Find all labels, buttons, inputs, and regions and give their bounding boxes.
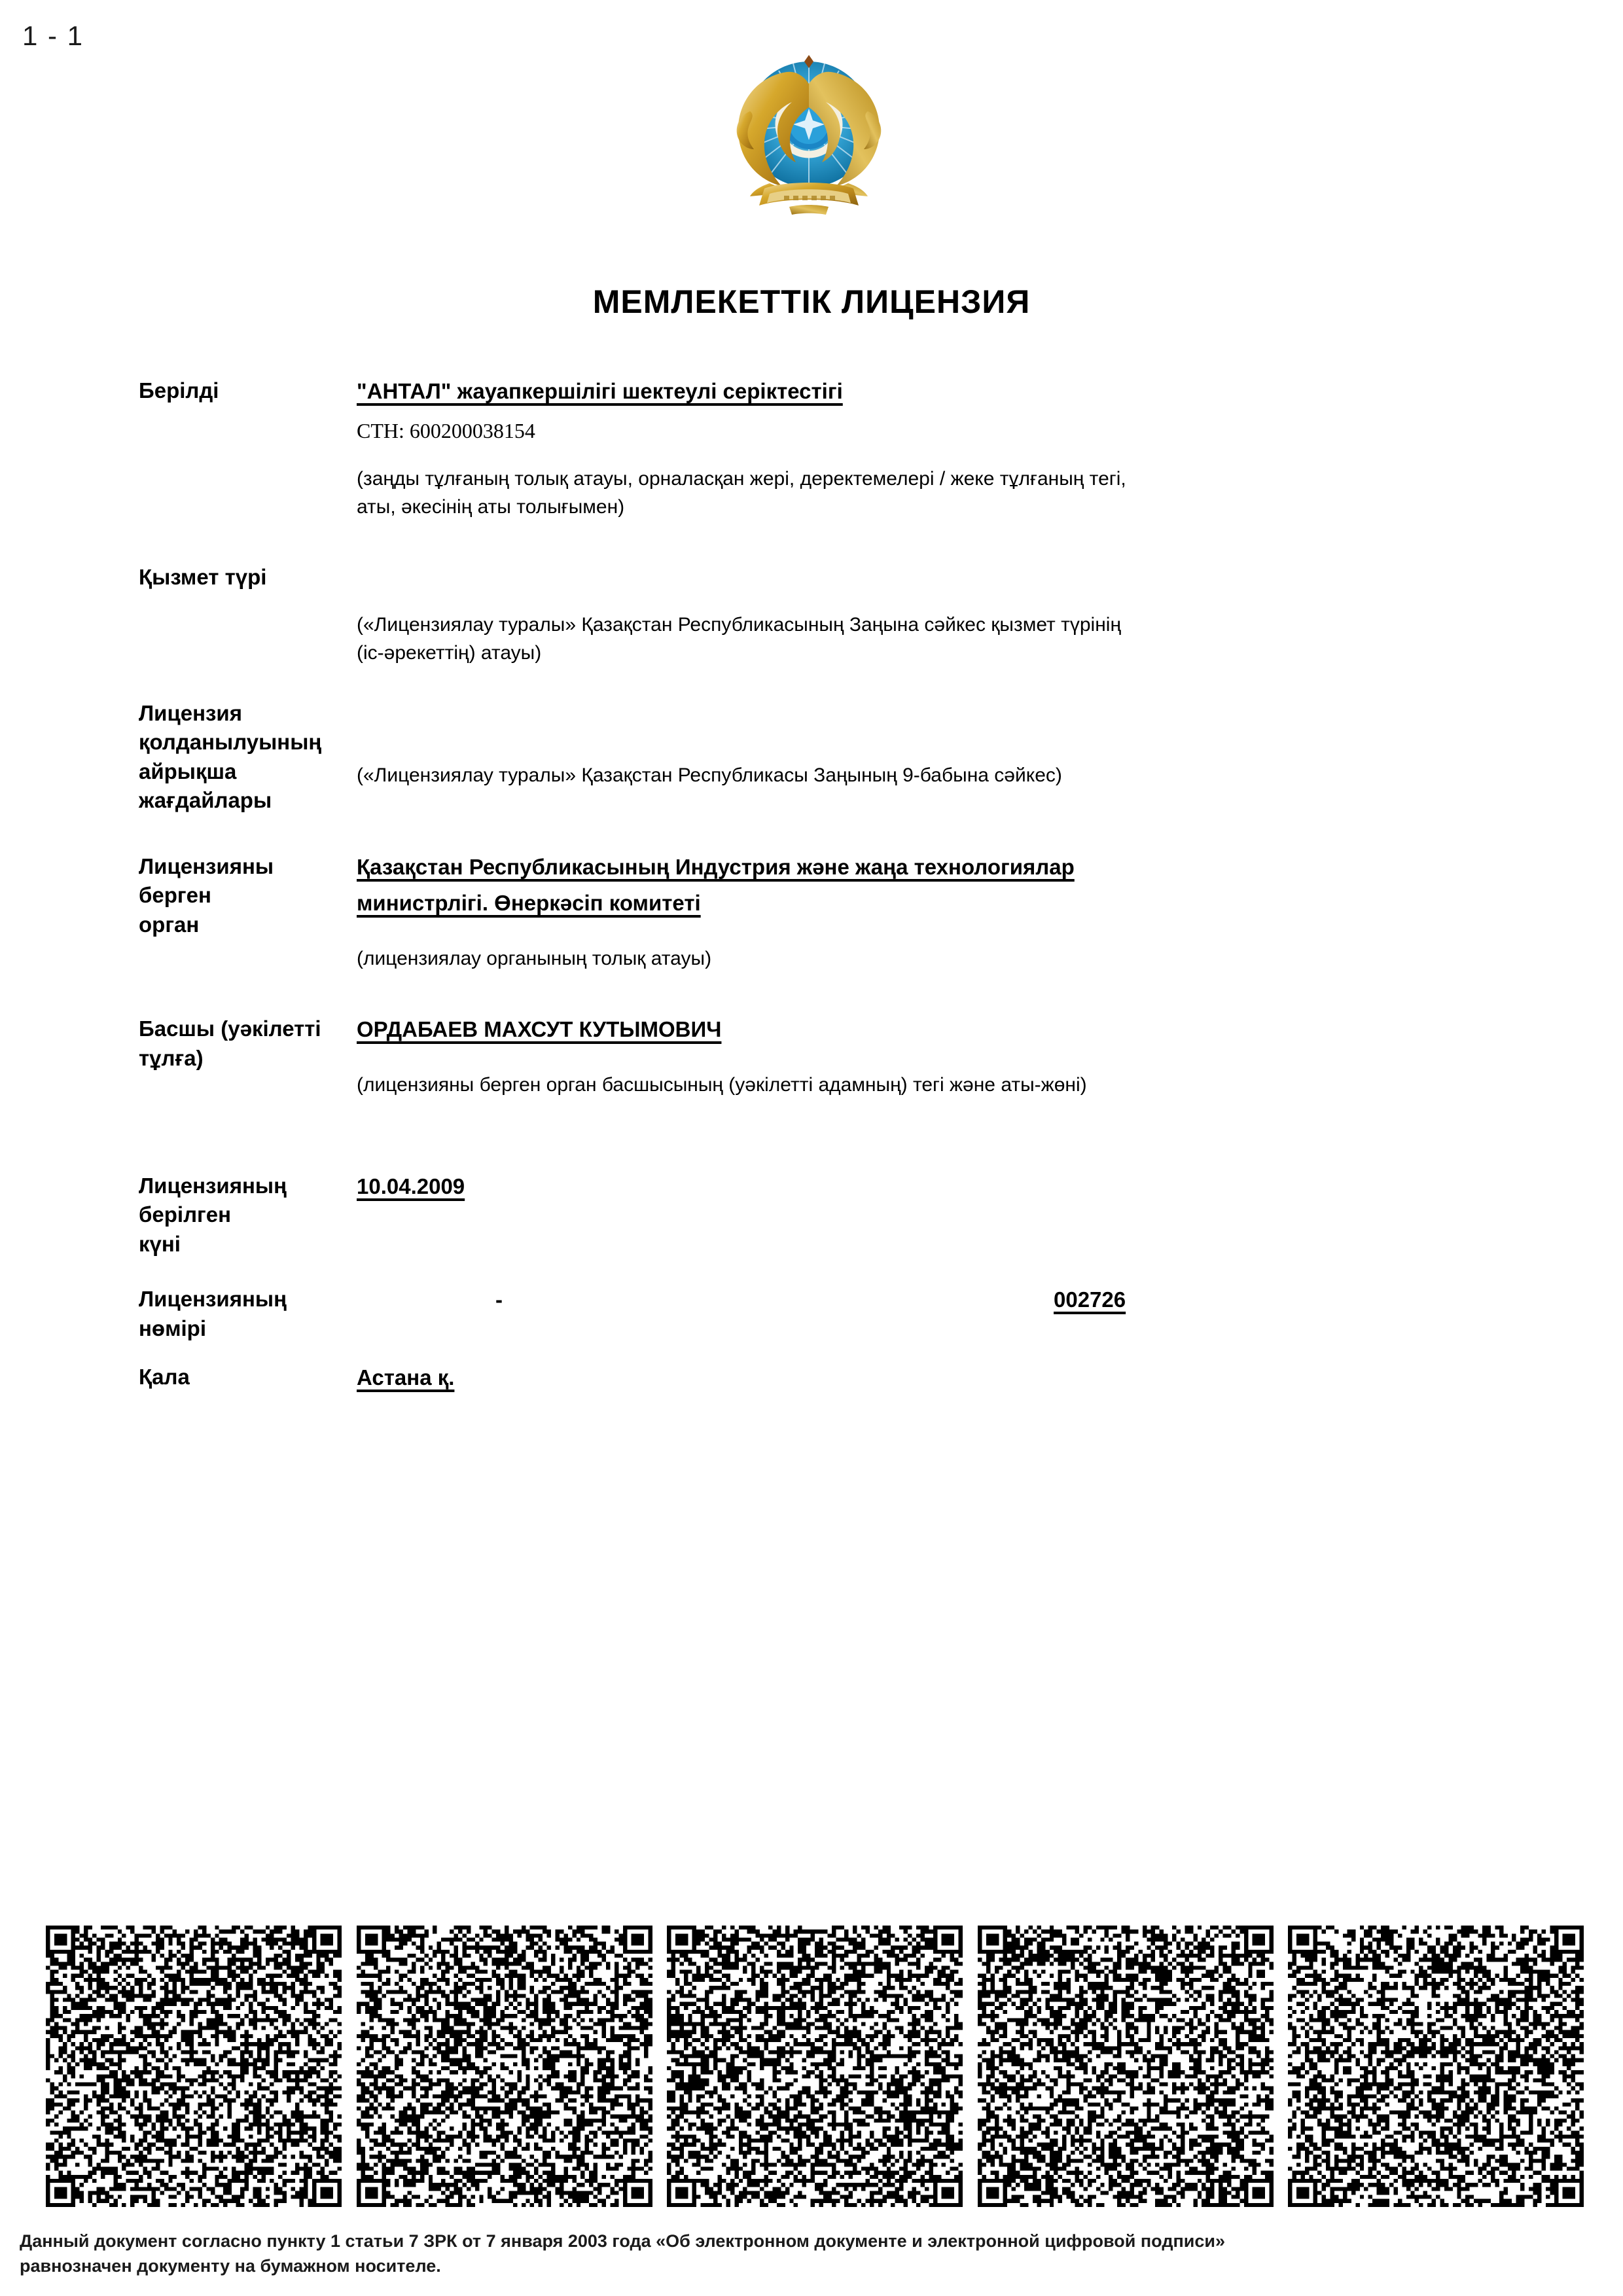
field-city-value: Астана қ. xyxy=(357,1365,455,1390)
page-index: 1 - 1 xyxy=(22,20,84,51)
field-issue-date-value-block xyxy=(357,1172,1623,1202)
field-issue-date-value: 10.04.2009 xyxy=(357,1174,465,1198)
field-issuing-authority-label-line1: Лицензияны берген xyxy=(139,853,274,908)
field-special-conditions-label-line2: қолданылуының xyxy=(139,730,322,755)
license-fields xyxy=(0,376,1623,1393)
field-issuing-authority-hint: (лицензиялау органының толық атауы) xyxy=(357,947,712,969)
field-issuing-authority xyxy=(0,852,1623,973)
field-head-person-value-block xyxy=(357,1014,1623,1099)
field-issue-date-label-line2: күні xyxy=(139,1231,181,1256)
field-special-conditions xyxy=(0,699,1623,816)
page-title: МЕМЛЕКЕТТІК ЛИЦЕНЗИЯ xyxy=(592,283,1031,320)
2d-barcode xyxy=(667,1926,963,2207)
field-head-person xyxy=(0,1014,1623,1099)
field-issuing-authority-label xyxy=(0,852,357,940)
field-issued-to xyxy=(0,376,1623,521)
field-license-number-label: Лицензияның нөмірі xyxy=(139,1287,287,1340)
field-special-conditions-label-line1: Лицензия xyxy=(139,700,242,725)
field-issuing-authority-value-block xyxy=(357,852,1623,973)
field-issuing-authority-label-line2: орган xyxy=(139,912,200,937)
field-issuing-authority-value-line1: Қазақстан Республикасының Индустрия және жаңа технологиялар xyxy=(357,854,1075,879)
field-issued-to-value-block xyxy=(357,376,1623,521)
field-city-value-block xyxy=(357,1363,1623,1393)
field-city-label: Қала xyxy=(139,1365,190,1390)
legal-footer-line1: Данный документ согласно пункту 1 статьи 7 ЗРК от 7 января 2003 года «Об электронном документе и электронной цифровой подписи» xyxy=(20,2231,1225,2251)
field-activity-type xyxy=(0,563,1623,667)
field-license-number-dash: - xyxy=(495,1287,503,1312)
field-issuing-authority-value-line2: министрлігі. Өнеркәсіп комитеті xyxy=(357,890,701,915)
2d-barcode xyxy=(357,1926,652,2207)
field-head-person-hint: (лицензияны берген орган басшысының (уәкілетті адамның) тегі және аты-жөні) xyxy=(357,1074,1087,1096)
barcode-strip xyxy=(46,1926,1584,2207)
field-issue-date-label-line1: Лицензияның берілген xyxy=(139,1173,287,1227)
field-issue-date xyxy=(0,1172,1623,1259)
legal-footer-line2: равнозначен документу на бумажном носителе. xyxy=(20,2256,441,2276)
field-license-number xyxy=(0,1285,1623,1343)
field-activity-type-value-block xyxy=(357,563,1623,667)
field-license-number-value: 002726 xyxy=(1054,1287,1126,1312)
field-activity-type-hint-line1: («Лицензиялау туралы» Қазақстан Республикасының Заңына сәйкес қызмет түрінің xyxy=(357,614,1122,636)
field-activity-type-hint-line2: (іс-әрекеттің) атауы) xyxy=(357,642,542,664)
field-city xyxy=(0,1363,1623,1393)
field-head-person-label: Басшы (уәкілетті тұлға) xyxy=(139,1016,321,1070)
field-issued-to-label: Берілді xyxy=(139,378,219,403)
field-issued-to-hint-line1: (заңды тұлғаның толық атауы, орналасқан жері, деректемелері / жеке тұлғаның тегі, xyxy=(357,468,1126,490)
2d-barcode xyxy=(46,1926,342,2207)
field-head-person-value: ОРДАБАЕВ МАХСУТ КУТЫМОВИЧ xyxy=(357,1017,722,1042)
field-activity-type-label: Қызмет түрі xyxy=(139,565,267,590)
field-special-conditions-value-block xyxy=(357,699,1623,790)
field-license-number-value-block xyxy=(357,1285,1623,1316)
field-special-conditions-hint: («Лицензиялау туралы» Қазақстан Республикасы Заңының 9-бабына сәйкес) xyxy=(357,764,1062,786)
kazakhstan-state-emblem-icon xyxy=(724,46,894,223)
legal-footer xyxy=(20,2229,1590,2279)
field-issued-to-hint-line2: аты, әкесінің аты толығымен) xyxy=(357,495,625,518)
field-issued-to-tax-id: СТН: 600200038154 xyxy=(357,418,535,442)
field-special-conditions-label xyxy=(0,699,357,816)
field-special-conditions-label-line3: айрықша жағдайлары xyxy=(139,759,272,813)
field-issued-to-value: "АНТАЛ" жауапкершілігі шектеулі серіктестігі xyxy=(357,379,843,403)
2d-barcode xyxy=(1288,1926,1584,2207)
field-issue-date-label xyxy=(0,1172,357,1259)
2d-barcode xyxy=(978,1926,1274,2207)
